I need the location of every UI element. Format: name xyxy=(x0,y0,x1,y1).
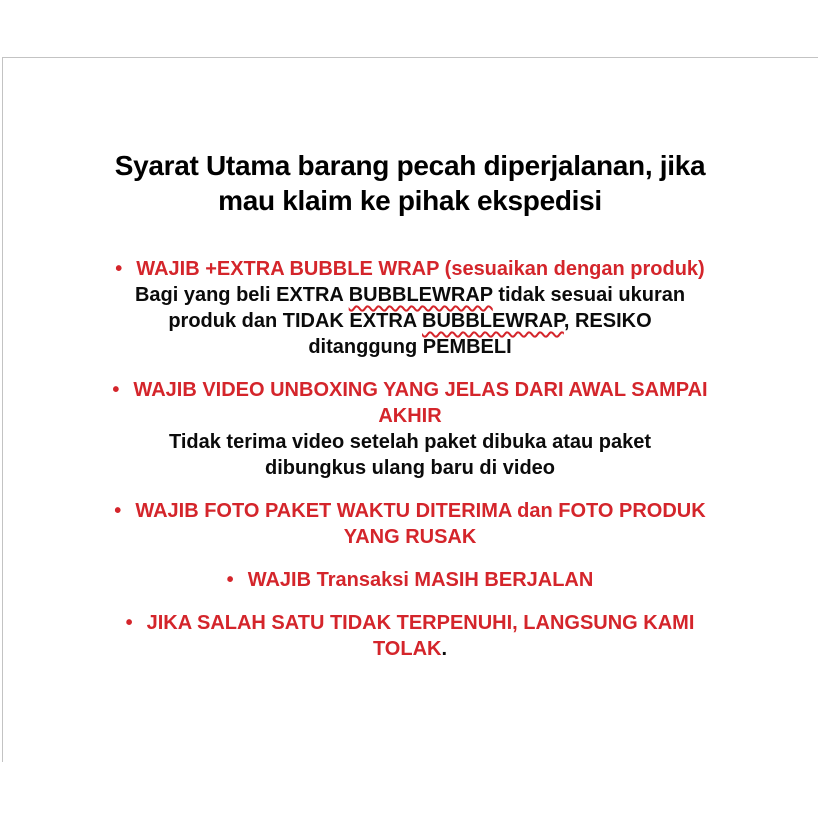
text-segment: WAJIB FOTO PAKET WAKTU DITERIMA dan FOTO PRODUK xyxy=(135,500,706,522)
title-line: Syarat Utama barang pecah diperjalanan, jika xyxy=(114,150,706,181)
text-segment: produk dan TIDAK EXTRA xyxy=(168,310,423,332)
text-segment: tidak sesuai ukuran xyxy=(492,284,686,306)
text-segment: BUBBLEWRAP xyxy=(348,284,493,306)
title-line: mau klaim ke pihak ekspedisi xyxy=(218,185,602,216)
text-line xyxy=(95,403,725,429)
page-title xyxy=(95,148,725,218)
bullet-icon: • xyxy=(112,379,120,401)
text-segment: WAJIB +EXTRA BUBBLE WRAP (sesuaikan dengan produk) xyxy=(136,258,705,280)
bullet-list xyxy=(95,256,725,662)
bullet-icon: • xyxy=(115,258,123,280)
bullet-icon: • xyxy=(114,500,122,522)
text-segment: JIKA SALAH SATU TIDAK TERPENUHI, LANGSUNG KAMI xyxy=(146,612,695,634)
text-line xyxy=(95,498,725,524)
text-segment: YANG RUSAK xyxy=(343,526,477,548)
notice-content xyxy=(95,148,725,679)
text-line xyxy=(95,610,725,636)
page-edge-top xyxy=(2,57,818,58)
bullet-item xyxy=(95,256,725,360)
text-segment: dibungkus ulang baru di video xyxy=(264,457,555,479)
bullet-item xyxy=(95,567,725,593)
bullet-item xyxy=(95,498,725,550)
bullet-icon: • xyxy=(226,569,234,591)
text-line xyxy=(95,455,725,481)
text-segment: WAJIB Transaksi MASIH BERJALAN xyxy=(247,569,594,591)
text-line xyxy=(95,334,725,360)
text-line xyxy=(95,377,725,403)
text-segment: ditanggung PEMBELI xyxy=(308,336,512,358)
text-line xyxy=(95,567,725,593)
text-segment: BUBBLEWRAP xyxy=(422,310,564,332)
text-segment: Tidak terima video setelah paket dibuka atau paket xyxy=(168,431,652,453)
text-segment: , RESIKO xyxy=(563,310,652,332)
text-line xyxy=(95,308,725,334)
text-segment: . xyxy=(441,638,448,660)
text-segment: Bagi yang beli EXTRA xyxy=(134,284,349,306)
text-line xyxy=(95,282,725,308)
text-segment: TOLAK xyxy=(372,638,442,660)
text-line xyxy=(95,429,725,455)
page-edge-left xyxy=(2,57,3,762)
bullet-item xyxy=(95,377,725,481)
text-segment: WAJIB VIDEO UNBOXING YANG JELAS DARI AWAL SAMPAI xyxy=(133,379,708,401)
bullet-icon: • xyxy=(125,612,133,634)
text-line xyxy=(95,636,725,662)
text-segment: AKHIR xyxy=(378,405,442,427)
text-line xyxy=(95,524,725,550)
text-line xyxy=(95,256,725,282)
bullet-item xyxy=(95,610,725,662)
